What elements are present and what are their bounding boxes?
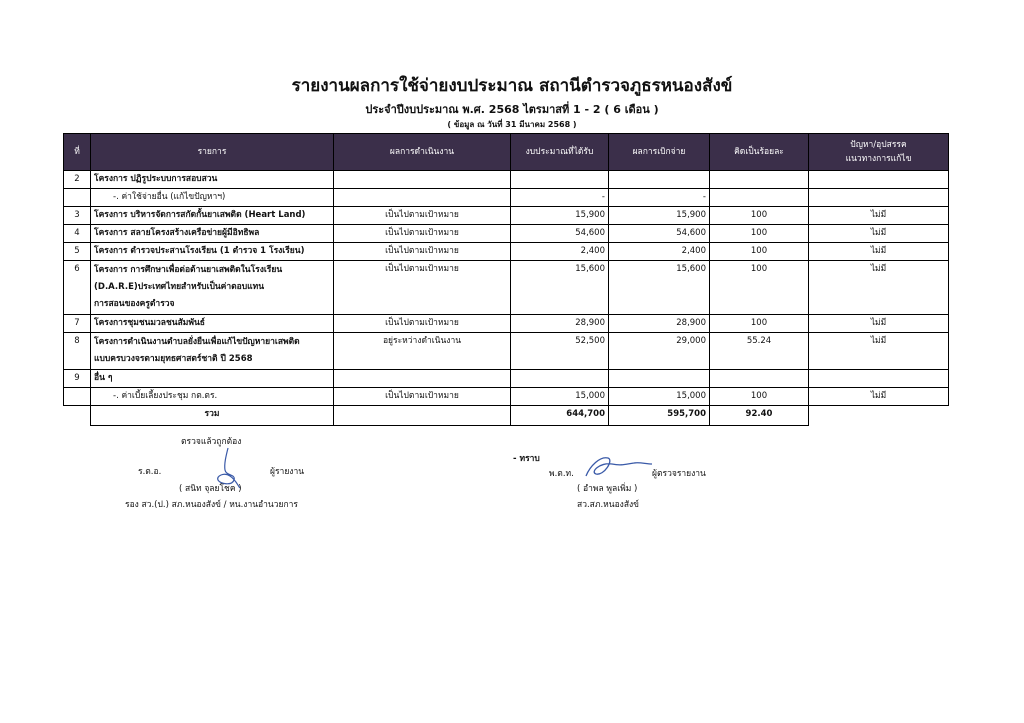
row-result: เป็นไปตามเป้าหมาย — [334, 315, 511, 333]
left-signer-role: ผู้รายงาน — [270, 467, 305, 477]
row-item: อื่น ๆ — [91, 370, 334, 388]
row-no: 3 — [64, 207, 91, 225]
row-item: -. ค่าใช้จ่ายอื่น (แก้ไขปัญหาฯ) — [91, 189, 334, 207]
row-budget: 15,600 — [511, 261, 609, 315]
table-total-row — [64, 406, 949, 426]
table-row — [64, 171, 949, 189]
row-problem: ไม่มี — [809, 243, 949, 261]
header-problem-line1: ปัญหา/อุปสรรค — [850, 140, 907, 150]
table-row — [64, 370, 949, 388]
row-percent: 100 — [710, 388, 809, 406]
verified-label: ตรวจแล้วถูกต้อง — [181, 437, 242, 447]
row-problem: ไม่มี — [809, 261, 949, 315]
header-budget: งบประมาณที่ได้รับ — [511, 134, 609, 171]
right-signer-role: ผู้ตรวจรายงาน — [652, 469, 706, 479]
row-percent — [710, 171, 809, 189]
row-spent: 2,400 — [609, 243, 710, 261]
row-item: โครงการ ตำรวจประสานโรงเรียน (1 ตำรวจ 1 โรงเรียน) — [91, 243, 334, 261]
row-problem: ไม่มี — [809, 225, 949, 243]
row-no: 5 — [64, 243, 91, 261]
row-percent: 100 — [710, 261, 809, 315]
row-result: เป็นไปตามเป้าหมาย — [334, 388, 511, 406]
row-problem — [809, 370, 949, 388]
total-blank-cell — [64, 406, 91, 426]
table-row — [64, 225, 949, 243]
row-spent — [609, 171, 710, 189]
table-row — [64, 261, 949, 315]
row-budget: 28,900 — [511, 315, 609, 333]
row-result: เป็นไปตามเป้าหมาย — [334, 261, 511, 315]
header-spent: ผลการเบิกจ่าย — [609, 134, 710, 171]
right-signer-name: ( อำพล พูลเพิ่ม ) — [577, 484, 638, 494]
row-result — [334, 370, 511, 388]
report-subtitle: ประจำปีงบประมาณ พ.ศ. 2568 ไตรมาสที่ 1 - 2 ( 6 เดือน ) — [365, 103, 659, 116]
row-result: เป็นไปตามเป้าหมาย — [334, 225, 511, 243]
row-item: -. ค่าเบี้ยเลี้ยงประชุม กต.ตร. — [91, 388, 334, 406]
row-spent — [609, 370, 710, 388]
row-no: 9 — [64, 370, 91, 388]
row-budget: 2,400 — [511, 243, 609, 261]
row-item-line1: โครงการดำเนินงานตำบลยั่งยืนเพื่อแก้ไขปัญหายาเสพติด — [94, 337, 300, 347]
row-result — [334, 171, 511, 189]
right-signer-position: สว.สภ.หนองสังข์ — [577, 500, 639, 510]
row-problem: ไม่มี — [809, 388, 949, 406]
row-result: เป็นไปตามเป้าหมาย — [334, 243, 511, 261]
table-row — [64, 243, 949, 261]
row-percent — [710, 189, 809, 207]
row-no: 8 — [64, 333, 91, 370]
row-spent: 28,900 — [609, 315, 710, 333]
row-percent: 55.24 — [710, 333, 809, 370]
table-row — [64, 388, 949, 406]
row-spent: 15,900 — [609, 207, 710, 225]
row-budget: 15,000 — [511, 388, 609, 406]
row-spent: 29,000 — [609, 333, 710, 370]
total-blank-cell — [809, 406, 949, 426]
row-no: 2 — [64, 171, 91, 189]
row-budget — [511, 171, 609, 189]
row-item: โครงการ สลายโครงสร้างเครือข่ายผู้มีอิทธิพล — [91, 225, 334, 243]
row-item-line2: (D.A.R.E)ประเทศไทยสำหรับเป็นค่าตอบแทน — [94, 282, 265, 292]
row-no — [64, 388, 91, 406]
report-as-of-date: ( ข้อมูล ณ วันที่ 31 มีนาคม 2568 ) — [447, 120, 577, 129]
row-percent — [710, 370, 809, 388]
left-signer-rank: ร.ต.อ. — [138, 467, 162, 477]
header-problem — [809, 134, 949, 171]
left-signer-position: รอง สว.(ป.) สภ.หนองสังข์ / หน.งานอำนวยการ — [125, 500, 298, 510]
row-budget: 15,900 — [511, 207, 609, 225]
right-signer-rank: พ.ต.ท. — [549, 469, 574, 479]
total-percent: 92.40 — [710, 406, 809, 426]
row-spent: 54,600 — [609, 225, 710, 243]
row-item: โครงการชุมชนมวลชนสัมพันธ์ — [91, 315, 334, 333]
row-problem: ไม่มี — [809, 315, 949, 333]
row-result: เป็นไปตามเป้าหมาย — [334, 207, 511, 225]
total-result — [334, 406, 511, 426]
left-signer-name: ( สนิท จุลยโชค ) — [179, 484, 242, 494]
row-no: 4 — [64, 225, 91, 243]
acknowledged-label: - ทราบ — [513, 454, 540, 464]
row-budget: 52,500 — [511, 333, 609, 370]
row-item-line3: การสอนของครูตำรวจ — [94, 299, 175, 309]
row-result — [334, 189, 511, 207]
row-percent: 100 — [710, 207, 809, 225]
header-problem-line2: แนวทางการแก้ไข — [845, 154, 912, 164]
row-percent: 100 — [710, 243, 809, 261]
row-item: โครงการ บริหารจัดการสกัดกั้นยาเสพติด (Heart Land) — [91, 207, 334, 225]
table-row — [64, 189, 949, 207]
table-row — [64, 333, 949, 370]
row-budget: 54,600 — [511, 225, 609, 243]
table-header-row — [64, 134, 949, 171]
row-item — [91, 333, 334, 370]
row-problem — [809, 171, 949, 189]
row-no: 7 — [64, 315, 91, 333]
row-budget — [511, 370, 609, 388]
row-no: 6 — [64, 261, 91, 315]
header-result: ผลการดำเนินงาน — [334, 134, 511, 171]
row-percent: 100 — [710, 315, 809, 333]
header-item: รายการ — [91, 134, 334, 171]
row-spent: 15,600 — [609, 261, 710, 315]
row-budget: - — [511, 189, 609, 207]
row-percent: 100 — [710, 225, 809, 243]
row-item-line2: แบบครบวงจรตามยุทธศาสตร์ชาติ ปี 2568 — [94, 354, 253, 364]
total-budget: 644,700 — [511, 406, 609, 426]
row-item: โครงการ ปฏิรูประบบการสอบสวน — [91, 171, 334, 189]
row-problem: ไม่มี — [809, 207, 949, 225]
header-percent: คิดเป็นร้อยละ — [710, 134, 809, 171]
row-spent: 15,000 — [609, 388, 710, 406]
row-item — [91, 261, 334, 315]
row-spent: - — [609, 189, 710, 207]
row-result: อยู่ระหว่างดำเนินงาน — [334, 333, 511, 370]
header-no: ที่ — [64, 134, 91, 171]
total-label: รวม — [91, 406, 334, 426]
row-problem: ไม่มี — [809, 333, 949, 370]
table-row — [64, 315, 949, 333]
row-problem — [809, 189, 949, 207]
total-spent: 595,700 — [609, 406, 710, 426]
table-row — [64, 207, 949, 225]
row-item-line1: โครงการ การศึกษาเพื่อต่อต้านยาเสพติดในโรงเรียน — [94, 265, 283, 275]
right-signature-mark — [582, 452, 654, 482]
row-no — [64, 189, 91, 207]
report-title: รายงานผลการใช้จ่ายงบประมาณ สถานีตำรวจภูธรหนองสังข์ — [291, 76, 733, 96]
budget-report-table — [63, 133, 949, 426]
